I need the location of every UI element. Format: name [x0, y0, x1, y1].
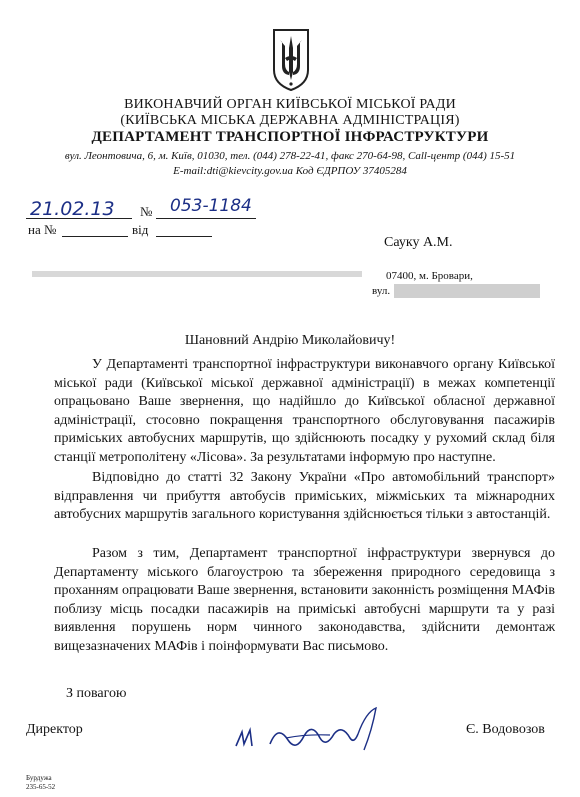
number-underline — [156, 218, 256, 219]
department-title: ДЕПАРТАМЕНТ ТРАНСПОРТНОЇ ІНФРАСТРУКТУРИ — [91, 129, 489, 145]
executor-phone: 235-65-52 — [26, 783, 56, 791]
signatory-name: Є. Водовозов — [466, 722, 545, 737]
recipient-city: 07400, м. Бровари, — [386, 270, 473, 282]
letterhead-address: вул. Леонтовича, 6, м. Київ, 01030, тел. (044) 278-22-41, факс 270-64-98, Call-центр (044) 15-51 — [64, 150, 516, 162]
letterhead-line-2: (КИЇВСЬКА МІСЬКА ДЕРЖАВНА АДМІНІСТРАЦІЯ) — [120, 113, 460, 128]
signatory-position: Директор — [26, 722, 83, 737]
body-paragraph-1: У Департаменті транспортної інфраструктури виконавчого органу Київської міської ради (Київської міської державної адміністрації) в межах компетенції опрацьовано Ваше звернення, що надійшло до Київської обласної державної адміністрації, стосовно покращення транспортного обслуговування пасажирів приміських автобусних маршрутів, що здійснюють посадку у рухомий склад біля станції метрополітену «Лісова». За результатами інформую про наступне. — [54, 357, 555, 465]
recipient-street-prefix: вул. — [372, 285, 391, 297]
incoming-number-label: на № — [28, 222, 57, 237]
coat-of-arms-icon — [271, 28, 311, 92]
outgoing-number-sign: № — [140, 204, 153, 219]
incoming-number-line — [62, 236, 128, 237]
recipient-name: Сауку А.М. — [384, 235, 453, 250]
outgoing-date: 21.02.13 — [30, 198, 115, 220]
redacted-street — [394, 284, 540, 298]
executor-name: Бурдужа — [26, 774, 52, 782]
letterhead-line-1: ВИКОНАВЧИЙ ОРГАН КИЇВСЬКОЇ МІСЬКОЇ РАДИ — [124, 97, 456, 112]
salutation: Шановний Андрію Миколайовичу! — [184, 333, 396, 348]
body-paragraph-2: Відповідно до статті 32 Закону України «Про автомобільний транспорт» відправлення чи прибуття автобусів приміських, міжміських та міжнародних автобусних маршрутів загального користування здійснюється тільки з автостанцій. — [54, 470, 555, 523]
letterhead-contacts: E-mail:dti@kievcity.gov.ua Код ЄДРПОУ 37405284 — [173, 165, 407, 177]
closing-regards: З повагою — [66, 686, 127, 701]
body-paragraph-3: Разом з тим, Департамент транспортної інфраструктури звернувся до Департаменту міського благоустрою та збереження природного середовища з проханням опрацювати Ваше звернення, встановити законність розміщення МАФів поблизу місць посадки пасажирів на приміські автобусні маршрути та у разі виявлення порушень норм чинного законодавства, здійснити демонтаж вищезазначених МАФів і поінформувати Вас письмово. — [54, 546, 555, 654]
incoming-date-label: від — [132, 222, 149, 237]
incoming-date-line — [156, 236, 212, 237]
redacted-stamp — [32, 271, 362, 277]
date-underline — [26, 218, 132, 219]
outgoing-number: 053-1184 — [170, 196, 252, 216]
handwritten-signature — [226, 704, 396, 764]
